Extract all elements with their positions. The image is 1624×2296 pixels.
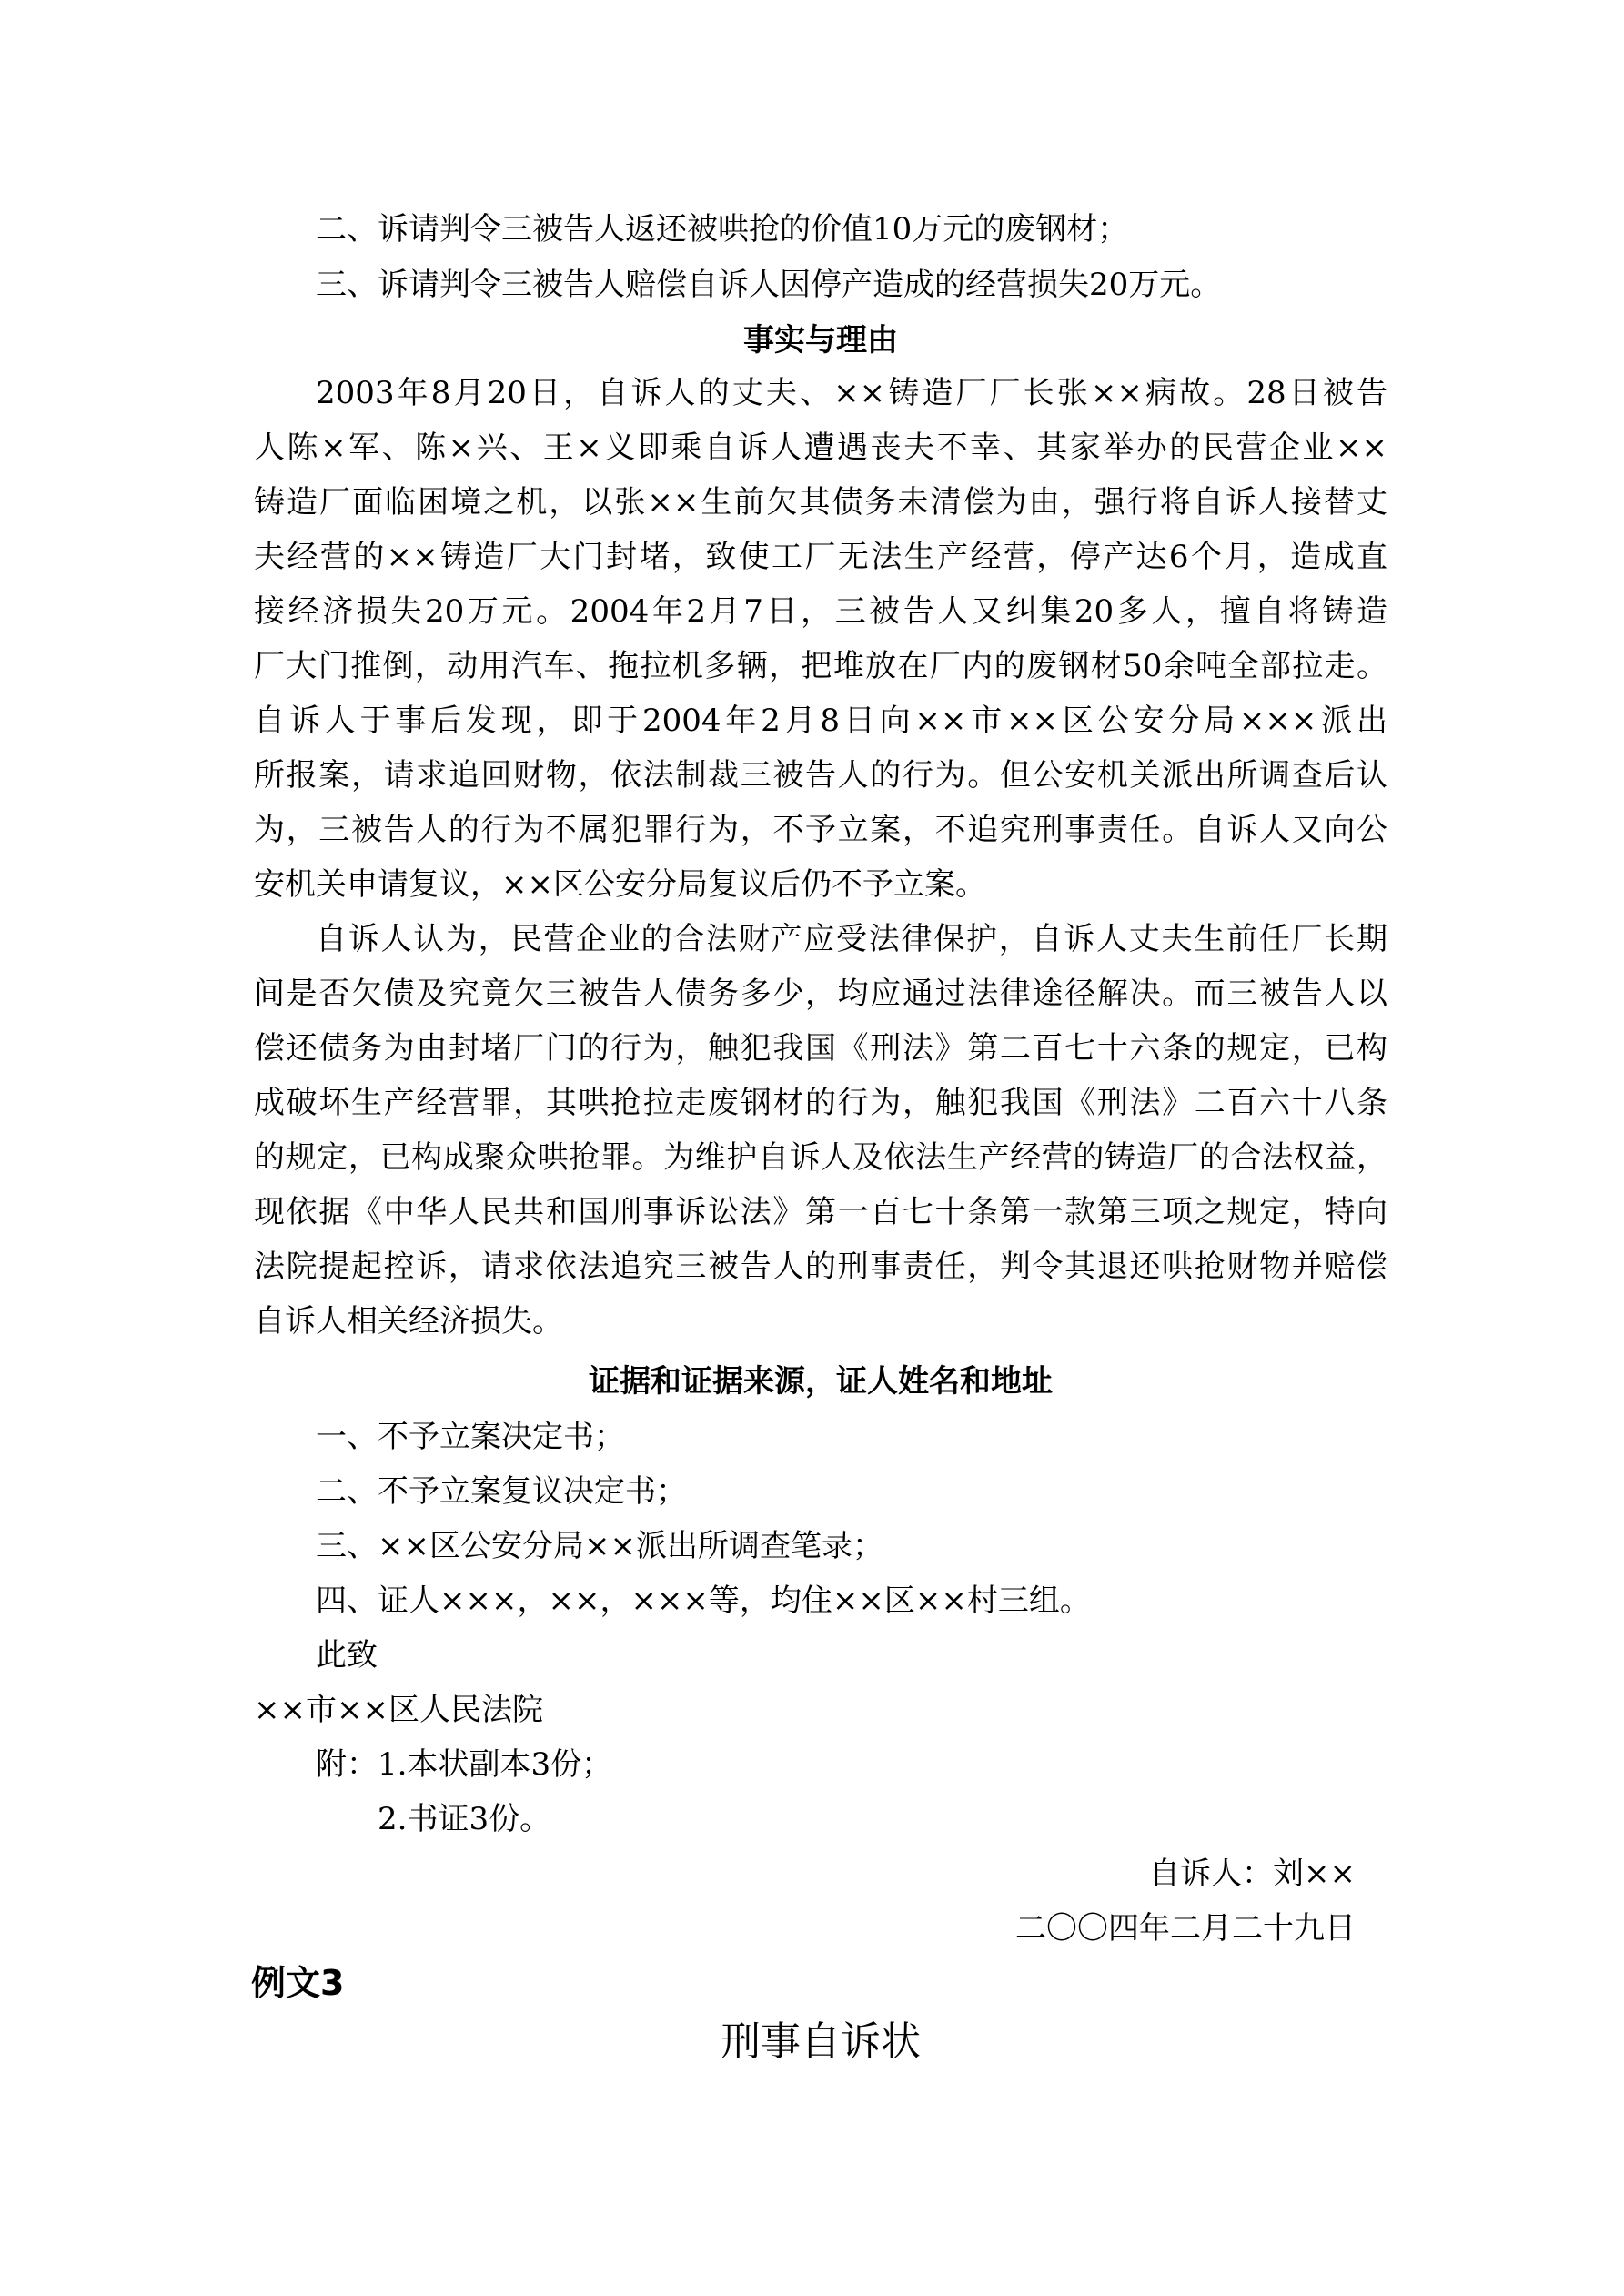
attachment-line: 2.书证3份。 bbox=[378, 1801, 551, 1837]
paragraph-line: 厂大门推倒，动用汽车、拖拉机多辆，把堆放在厂内的废钢材50余吨全部拉走。 bbox=[254, 648, 1387, 684]
next-document-title: 刑事自诉状 bbox=[721, 2018, 921, 2065]
paragraph-line: 铸造厂面临困境之机，以张××生前欠其债务未清偿为由，强行将自诉人接替丈 bbox=[254, 484, 1387, 521]
paragraph-line: 2003年8月20日，自诉人的丈夫、××铸造厂厂长张××病故。28日被告 bbox=[316, 375, 1387, 411]
evidence-item: 三、××区公安分局××派出所调查笔录； bbox=[316, 1528, 883, 1564]
paragraph-line: 人陈×军、陈×兴、王×义即乘自诉人遭遇丧夫不幸、其家举办的民营企业×× bbox=[254, 430, 1387, 466]
evidence-item: 四、证人×××，××，×××等，均住××区××村三组。 bbox=[316, 1583, 1091, 1619]
claim-item: 三、诉请判令三被告人赔偿自诉人因停产造成的经营损失20万元。 bbox=[316, 267, 1222, 303]
paragraph-line: 间是否欠债及究竟欠三被告人债务多少，均应通过法律途径解决。而三被告人以 bbox=[254, 976, 1387, 1012]
example-label: 例文3 bbox=[251, 1963, 345, 2003]
court-name: ××市××区人民法院 bbox=[254, 1692, 543, 1728]
paragraph-line: 的规定，已构成聚众哄抢罪。为维护自诉人及依法生产经营的铸造厂的合法权益， bbox=[254, 1139, 1387, 1176]
evidence-item: 二、不予立案复议决定书； bbox=[316, 1473, 687, 1510]
paragraph-line: 成破坏生产经营罪，其哄抢拉走废钢材的行为，触犯我国《刑法》二百六十八条 bbox=[254, 1085, 1387, 1121]
paragraph-line: 接经济损失20万元。2004年2月7日，三被告人又纠集20多人，擅自将铸造 bbox=[254, 593, 1387, 630]
paragraph-line: 法院提起控诉，请求依法追究三被告人的刑事责任，判令其退还哄抢财物并赔偿 bbox=[254, 1249, 1387, 1285]
paragraph-line: 自诉人认为，民营企业的合法财产应受法律保护，自诉人丈夫生前任厂长期 bbox=[316, 921, 1387, 957]
claim-item: 二、诉请判令三被告人返还被哄抢的价值10万元的废钢材； bbox=[316, 211, 1129, 248]
section-heading-facts: 事实与理由 bbox=[743, 322, 898, 359]
paragraph-line: 安机关申请复议，××区公安分局复议后仍不予立案。 bbox=[254, 866, 986, 903]
paragraph-line: 偿还债务为由封堵厂门的行为，触犯我国《刑法》第二百七十六条的规定，已构 bbox=[254, 1030, 1387, 1067]
section-heading-evidence: 证据和证据来源，证人姓名和地址 bbox=[589, 1363, 1053, 1400]
paragraph-line: 自诉人于事后发现，即于2004年2月8日向××市××区公安分局×××派出 bbox=[254, 703, 1387, 739]
document-date: 二〇〇四年二月二十九日 bbox=[1015, 1910, 1356, 1947]
paragraph-line: 现依据《中华人民共和国刑事诉讼法》第一百七十条第一款第三项之规定，特向 bbox=[254, 1194, 1387, 1230]
paragraph-line: 所报案，请求追回财物，依法制裁三被告人的行为。但公安机关派出所调查后认 bbox=[254, 757, 1387, 794]
paragraph-line: 自诉人相关经济损失。 bbox=[254, 1303, 563, 1340]
evidence-item: 一、不予立案决定书； bbox=[316, 1419, 625, 1455]
paragraph-line: 夫经营的××铸造厂大门封堵，致使工厂无法生产经营，停产达6个月，造成直 bbox=[254, 539, 1387, 575]
signer: 自诉人：刘×× bbox=[1149, 1856, 1356, 1892]
attachment-line: 附：1.本状副本3份； bbox=[316, 1746, 613, 1783]
closing-salutation: 此致 bbox=[316, 1637, 378, 1674]
paragraph-line: 为，三被告人的行为不属犯罪行为，不予立案，不追究刑事责任。自诉人又向公 bbox=[254, 812, 1387, 848]
